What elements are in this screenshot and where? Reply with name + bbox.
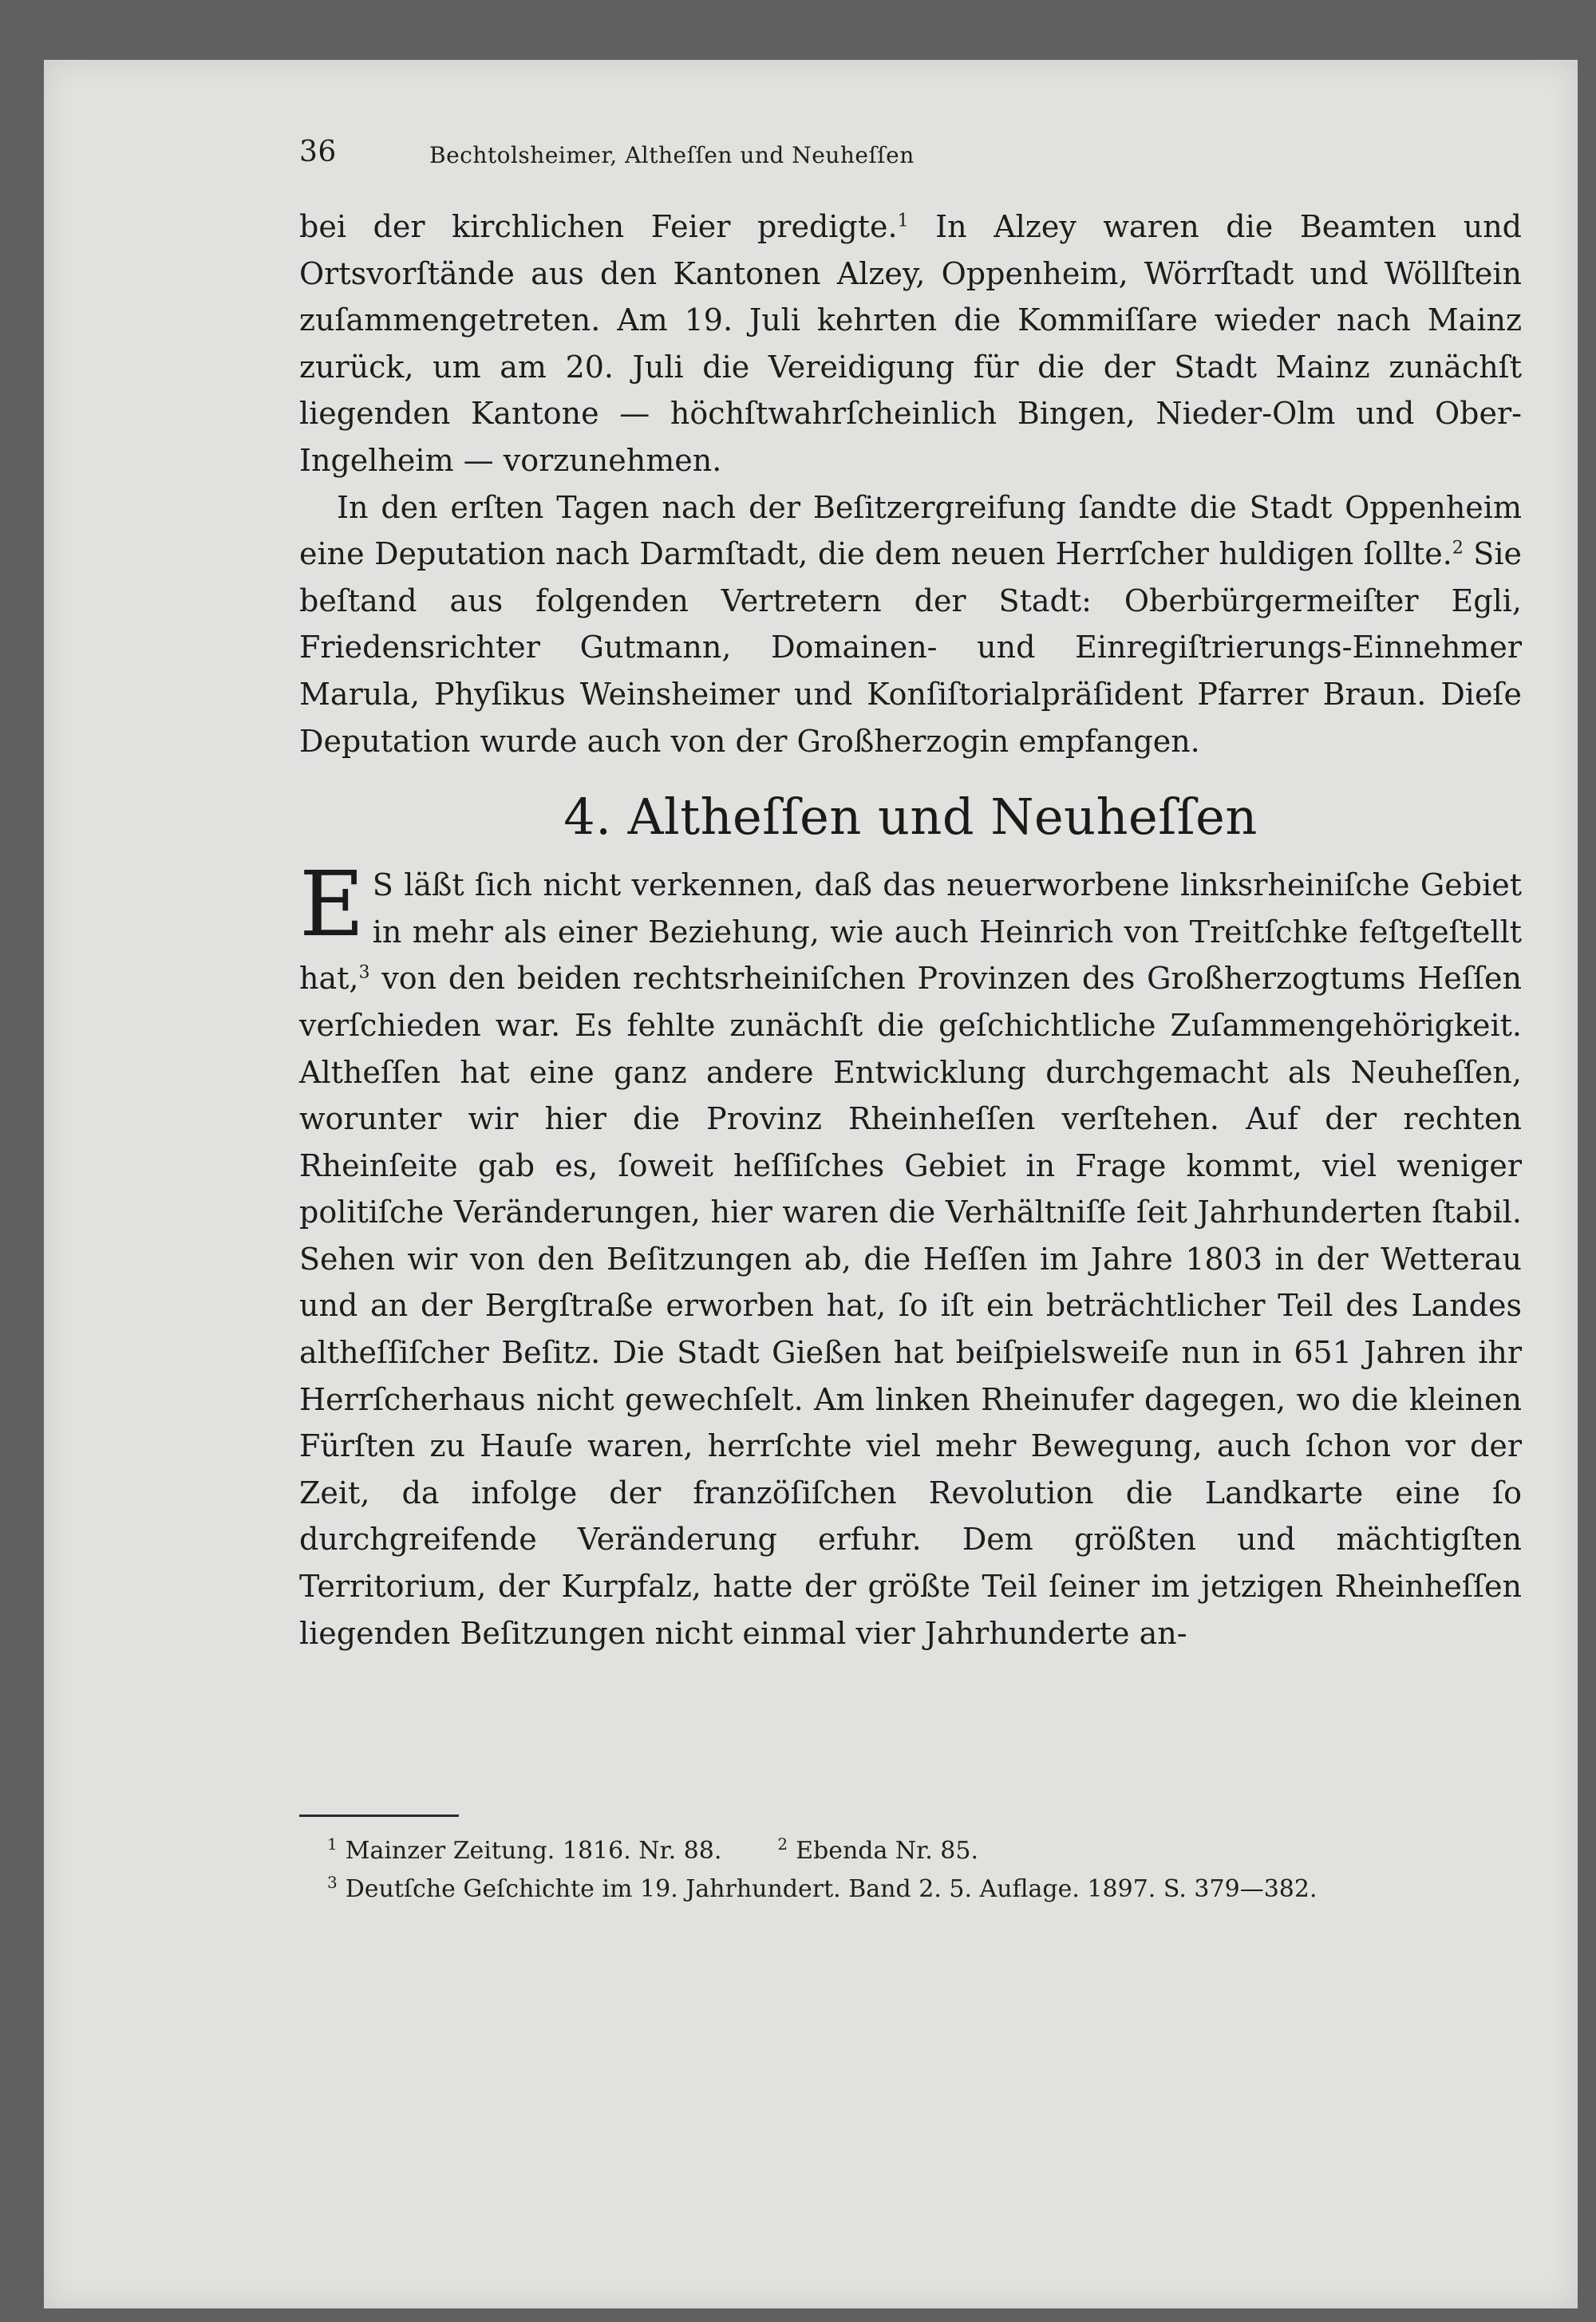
footnote-ref: 2: [1452, 538, 1464, 559]
footnote-text: Deutſche Geſchichte im 19. Jahrhundert. Band 2. 5. Auflage. 1897. S. 379—382.: [345, 1875, 1317, 1903]
footnote-text: Ebenda Nr. 85.: [796, 1837, 978, 1865]
drop-cap: E: [299, 853, 365, 958]
paragraph-text: In Alzey waren die Beamten und Ortsvorſtände aus den Kantonen Alzey, Oppenheim, Wörrſtadt und Wöllſtein zuſammengetreten. Am 19. Juli kehrten die Kommiſſare wieder nach Mainz zurück, um am 20. Juli die Vereidigung für die der Stadt Mainz zunächſt liegenden Kantone — höchſtwahrſcheinlich Bingen, Nieder-Olm und Ober-Ingelheim — vorzunehmen.: [299, 209, 1522, 478]
paragraph: [299, 203, 1522, 484]
paragraph-text: bei der kirchlichen Feier predigte.: [299, 209, 898, 244]
footnote-divider: [299, 1815, 459, 1817]
footnote-ref: 1: [897, 211, 909, 231]
section-paragraph: [299, 853, 1522, 1657]
section-heading: 4. Altheſſen und Neuheſſen: [563, 788, 1258, 847]
footnote-mark: 1: [327, 1834, 338, 1854]
footnote-mark: 3: [327, 1873, 338, 1892]
running-head: Bechtolsheimer, Altheſſen und Neuheſſen: [429, 142, 915, 168]
footnote-text: Mainzer Zeitung. 1816. Nr. 88.: [345, 1837, 722, 1865]
footnote-mark: 2: [777, 1834, 788, 1854]
footnote-line: [327, 1832, 1524, 1870]
footnote-line: [327, 1870, 1524, 1909]
paragraph-text: In den erſten Tagen nach der Beſitzergreifung ſandte die Stadt Oppenheim eine Deputation nach Darmſtadt, die dem neuen Herrſcher huldigen ſollte.: [299, 489, 1522, 572]
body-text: [299, 203, 1522, 1657]
paragraph: [299, 484, 1522, 765]
page-number: 36: [299, 136, 337, 168]
paragraph-text: S läßt ſich nicht verkennen, daß das neuerworbene linksrheiniſche Gebiet in mehr als einer Beziehung, wie auch Heinrich von Treitſchke feſtgeſtellt hat,: [299, 867, 1522, 997]
paragraph-text: von den beiden rechtsrheiniſchen Provinzen des Großherzogtums Heſſen verſchieden war. Es fehlte zunächſt die geſchichtliche Zuſammengehörigkeit. Altheſſen hat eine ganz andere Entwicklung durchgemacht als Neuheſſen, worunter wir hier die Provinz Rheinheſſen verſtehen. Auf der rechten Rheinſeite gab es, ſoweit heſſiſches Gebiet in Frage kommt, viel weniger politiſche Veränderungen, hier waren die Verhältniſſe ſeit Jahrhunderten ſtabil. Sehen wir von den Beſitzungen ab, die Heſſen im Jahre 1803 in der Wetterau und an der Bergſtraße erworben hat, ſo iſt ein beträchtlicher Teil des Landes altheſſiſcher Beſitz. Die Stadt Gießen hat beiſpielsweiſe nun in 651 Jahren ihr Herrſcherhaus nicht gewechſelt. Am linken Rheinufer dagegen, wo die kleinen Fürſten zu Hauſe waren, herrſchte viel mehr Bewegung, auch ſchon vor der Zeit, da infolge der franzöſiſchen Revolution die Landkarte eine ſo durchgreifende Veränderung erfuhr. Dem größten und mächtigſten Territorium, der Kurpfalz, hatte der größte Teil ſeiner im jetzigen Rheinheſſen liegenden Beſitzungen nicht einmal vier Jahrhunderte an-: [299, 961, 1522, 1651]
page-header: [299, 136, 1528, 176]
paragraph-text: Sie beſtand aus folgenden Vertretern der Stadt: Oberbürgermeiſter Egli, Friedensrichter Gutmann, Domainen- und Einregiſtrierungs-Einnehmer Marula, Phyſikus Weinsheimer und Konſiſtorialpräſident Pfarrer Braun. Dieſe Deputation wurde auch von der Großherzogin empfangen.: [299, 536, 1522, 759]
footnote-ref: 3: [358, 962, 370, 983]
footnotes: [327, 1832, 1524, 1909]
